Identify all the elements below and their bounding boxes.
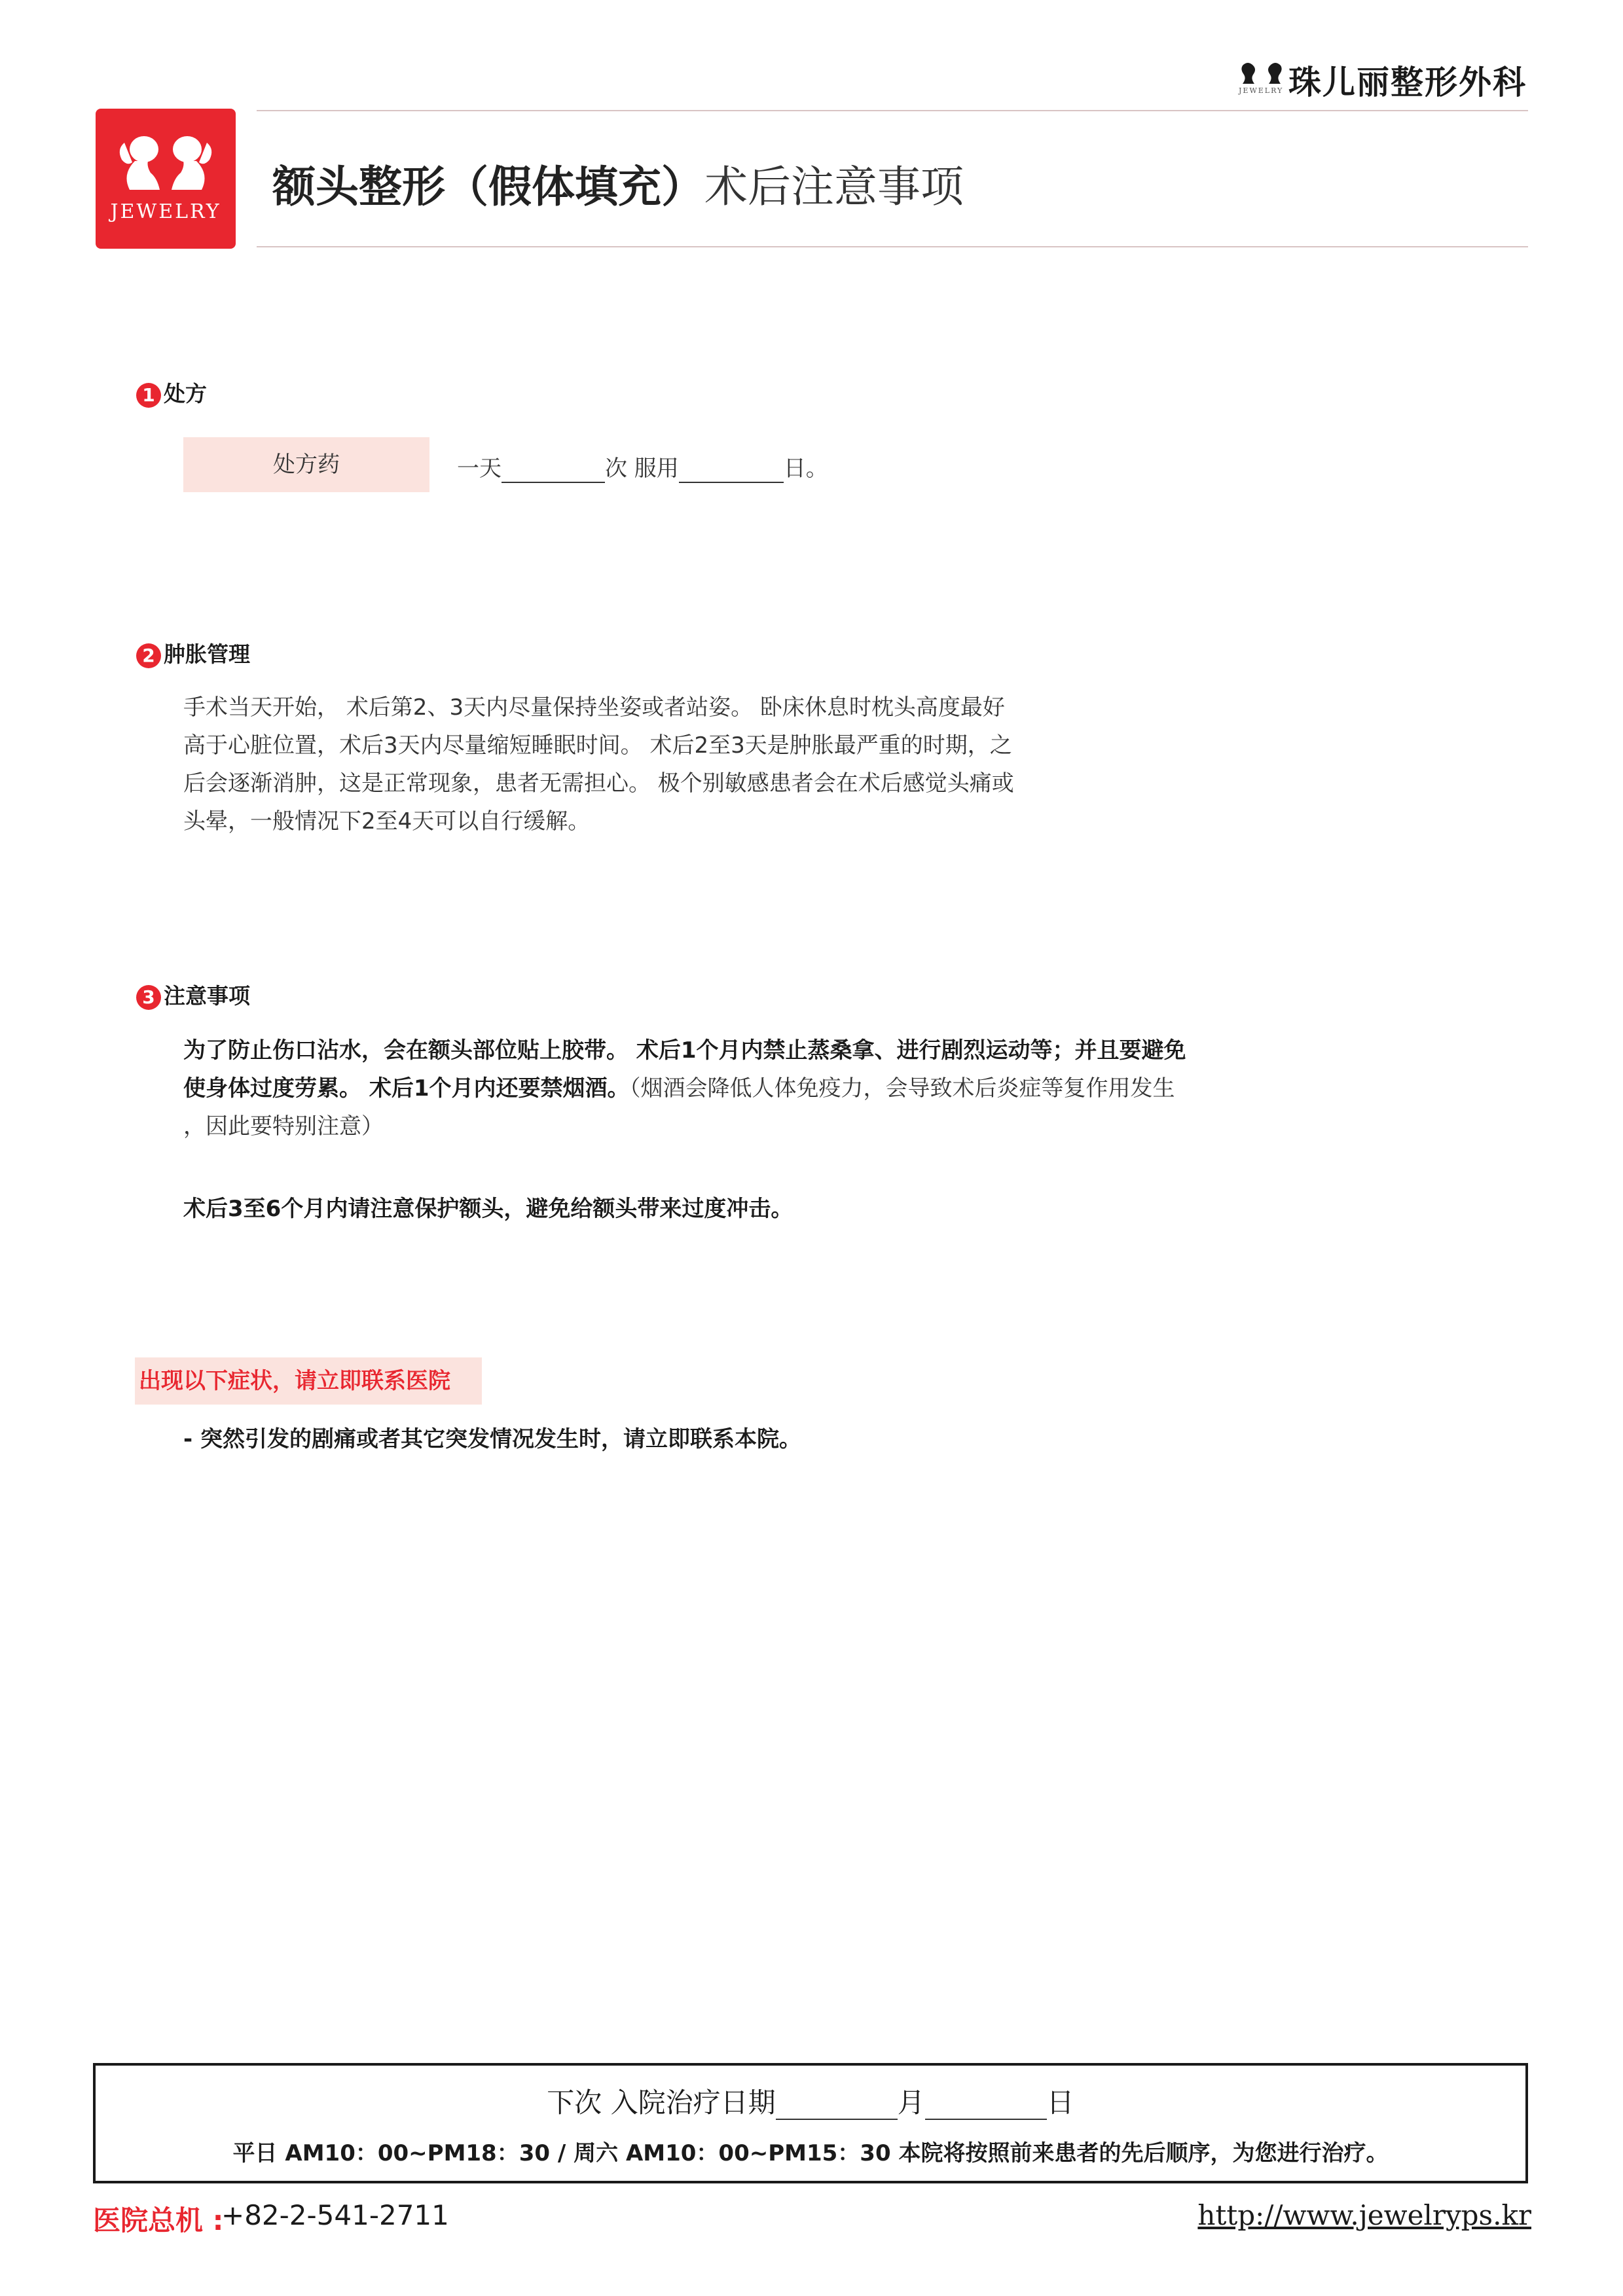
swelling-line: 高于心脏位置，术后3天内尽量缩短睡眠时间。 术后2至3天是肿胀最严重的时期，之 (183, 732, 1012, 759)
swelling-line: 手术当天开始， 术后第2、3天内尽量保持坐姿或者站姿。 卧床休息时枕头高度最好 (183, 694, 1005, 721)
header-rule-top (257, 110, 1528, 111)
brand-mark-caption: JEWELRY (1239, 86, 1284, 95)
precautions-line-3: ，因此要特别注意） (183, 1113, 384, 1139)
section-2-title: 肿胀管理 (164, 641, 250, 667)
rx-part-3: 日。 (783, 456, 828, 482)
section-3-title: 注意事项 (164, 983, 250, 1009)
website-link[interactable]: http://www.jewelryps.kr (1197, 2199, 1531, 2231)
page-title-bold: 额头整形（假体填充） (272, 162, 704, 212)
rx-part-2: 次 服用 (605, 456, 679, 482)
precautions-line-2 (183, 1069, 1186, 1107)
rx-days-blank[interactable] (679, 456, 784, 483)
precautions-line-1: 为了防止伤口沾水，会在额头部位贴上胶带。 术后1个月内禁止蒸桑拿、进行剧烈运动等；并且要避免 (183, 1037, 1186, 1064)
office-hours: 平日 AM10：00~PM18：30 / 周六 AM10：00~PM15：30 本院将按照前来患者的先后顺序，为您进行治疗。 (232, 2140, 1389, 2166)
precautions-line-4: 术后3至6个月内请注意保护额头，避免给额头带来过度冲击。 (183, 1196, 793, 1222)
section-1-number: 1 (136, 383, 161, 408)
prescription-label: 处方药 (183, 437, 429, 492)
section-1-title: 处方 (164, 381, 207, 406)
alert-item: - 突然引发的剧痛或者其它突发情况发生时，请立即联系本院。 (183, 1426, 801, 1452)
rx-part-1: 一天 (457, 456, 501, 482)
precautions-line-2-bold: 使身体过度劳累。 术后1个月内还要禁烟酒。 (183, 1075, 630, 1102)
page-title-light: 术后注意事项 (704, 162, 964, 212)
swelling-line: 头晕，一般情况下2至4天可以自行缓解。 (183, 808, 591, 834)
next-visit-day-blank[interactable] (925, 2087, 1047, 2120)
header-rule-bottom (257, 246, 1528, 247)
swelling-paragraph (183, 689, 1014, 840)
swelling-line: 后会逐渐消肿，这是正常现象，患者无需担心。 极个别敏感患者会在术后感觉头痛或 (183, 770, 1014, 797)
section-1-heading (136, 377, 207, 408)
brand-name: 珠儿丽整形外科 (1288, 63, 1527, 101)
jewelry-logo (96, 109, 236, 249)
precautions-paragraph (183, 1031, 1186, 1145)
phone-number[interactable]: +82-2-541-2711 (221, 2199, 449, 2231)
next-visit-day: 日 (1046, 2087, 1074, 2119)
logo-text: JEWELRY (110, 200, 221, 223)
next-visit-month-blank[interactable] (776, 2087, 898, 2120)
next-visit-line (96, 2081, 1525, 2121)
next-visit-month: 月 (897, 2087, 925, 2119)
next-visit-label: 下次 入院治疗日期 (547, 2087, 776, 2119)
section-3-heading (136, 979, 250, 1010)
next-visit-box (93, 2063, 1528, 2183)
alert-heading: 出现以下症状，请立即联系医院 (135, 1357, 482, 1405)
section-2-number: 2 (136, 643, 161, 668)
phone-label: 医院总机 : (93, 2204, 224, 2236)
section-2-heading (136, 637, 250, 668)
prescription-line (457, 450, 828, 483)
precautions-line-2-normal: （烟酒会降低人体免疫力，会导致术后炎症等复作用发生 (629, 1075, 1175, 1102)
rx-times-blank[interactable] (501, 456, 605, 483)
page-title (272, 152, 964, 214)
section-3-number: 3 (136, 985, 161, 1010)
twin-figures-icon (96, 109, 236, 249)
